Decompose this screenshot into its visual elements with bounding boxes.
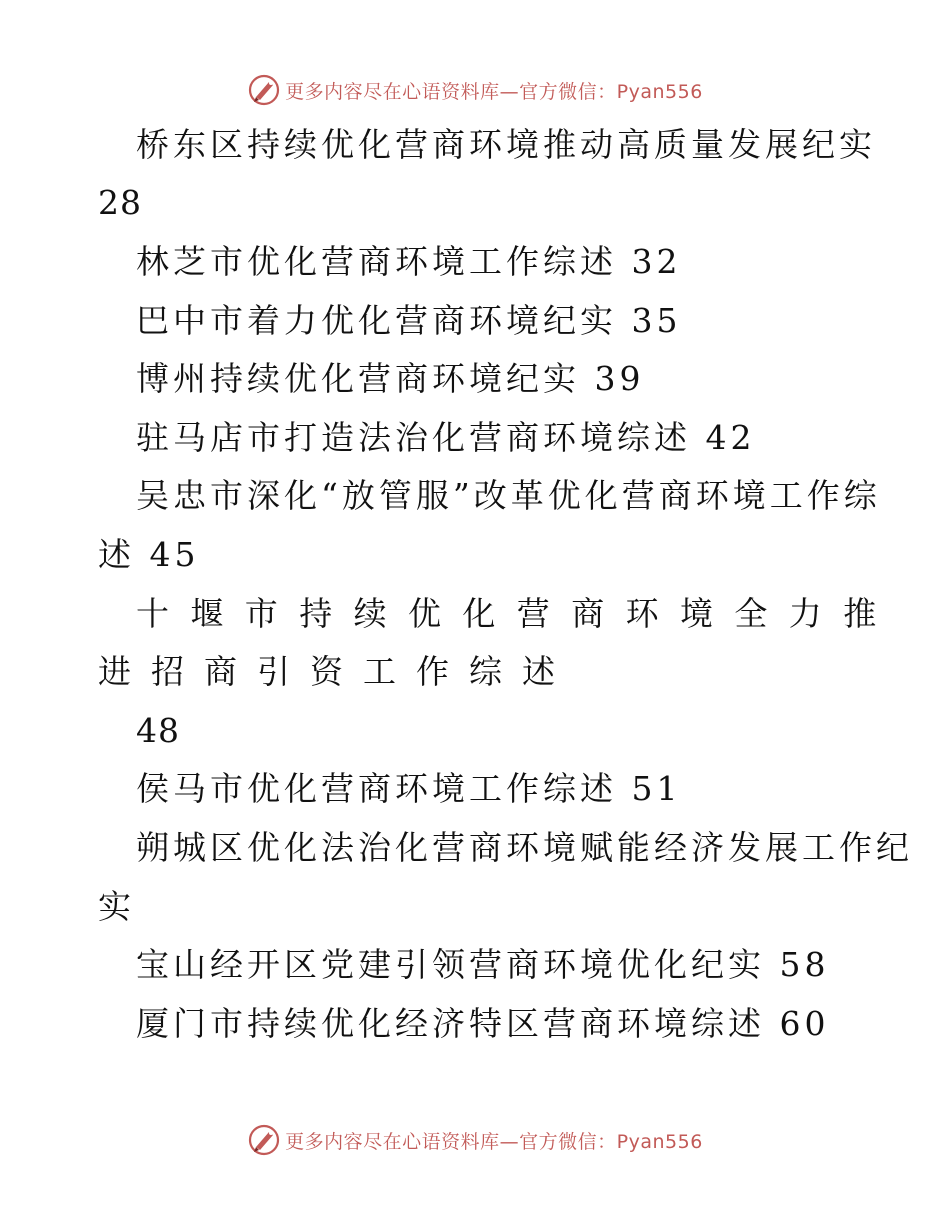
toc-entry-title: 十堰市持续优化营商环境全力推 — [136, 594, 898, 633]
header-banner-text: 更多内容尽在心语资料库—官方微信：Pyan556 — [285, 80, 703, 103]
toc-entry-page: 28 — [98, 183, 142, 222]
pen-logo-icon — [247, 73, 281, 107]
footer-banner-text: 更多内容尽在心语资料库—官方微信：Pyan556 — [285, 1130, 703, 1153]
toc-entry: 侯马市优化营商环境工作综述 51 — [136, 769, 682, 808]
pen-logo-icon — [247, 1123, 281, 1157]
toc-entry-title: 桥东区持续优化营商环境推动高质量发展纪实 — [136, 125, 876, 164]
toc-entry-continuation: 述 45 — [98, 535, 200, 574]
toc-entry-title: 吴忠市深化“放管服”改革优化营商环境工作综 — [136, 476, 881, 515]
toc-entry: 驻马店市打造法治化营商环境综述 42 — [136, 418, 756, 457]
toc-entry: 博州持续优化营商环境纪实 39 — [136, 359, 645, 398]
toc-entry-page: 48 — [136, 711, 180, 750]
toc-entry: 厦门市持续优化经济特区营商环境综述 60 — [136, 1004, 830, 1043]
footer-banner — [0, 1120, 950, 1160]
toc-entry-title: 朔城区优化法治化营商环境赋能经济发展工作纪 — [136, 828, 913, 867]
toc-entry: 宝山经开区党建引领营商环境优化纪实 58 — [136, 945, 830, 984]
toc-entry: 巴中市着力优化营商环境纪实 35 — [136, 301, 682, 340]
toc-entry-continuation: 实 — [98, 887, 135, 926]
toc-entry: 林芝市优化营商环境工作综述 32 — [136, 242, 682, 281]
header-banner — [0, 70, 950, 110]
toc-entry-continuation: 进招商引资工作综述 — [98, 652, 575, 691]
